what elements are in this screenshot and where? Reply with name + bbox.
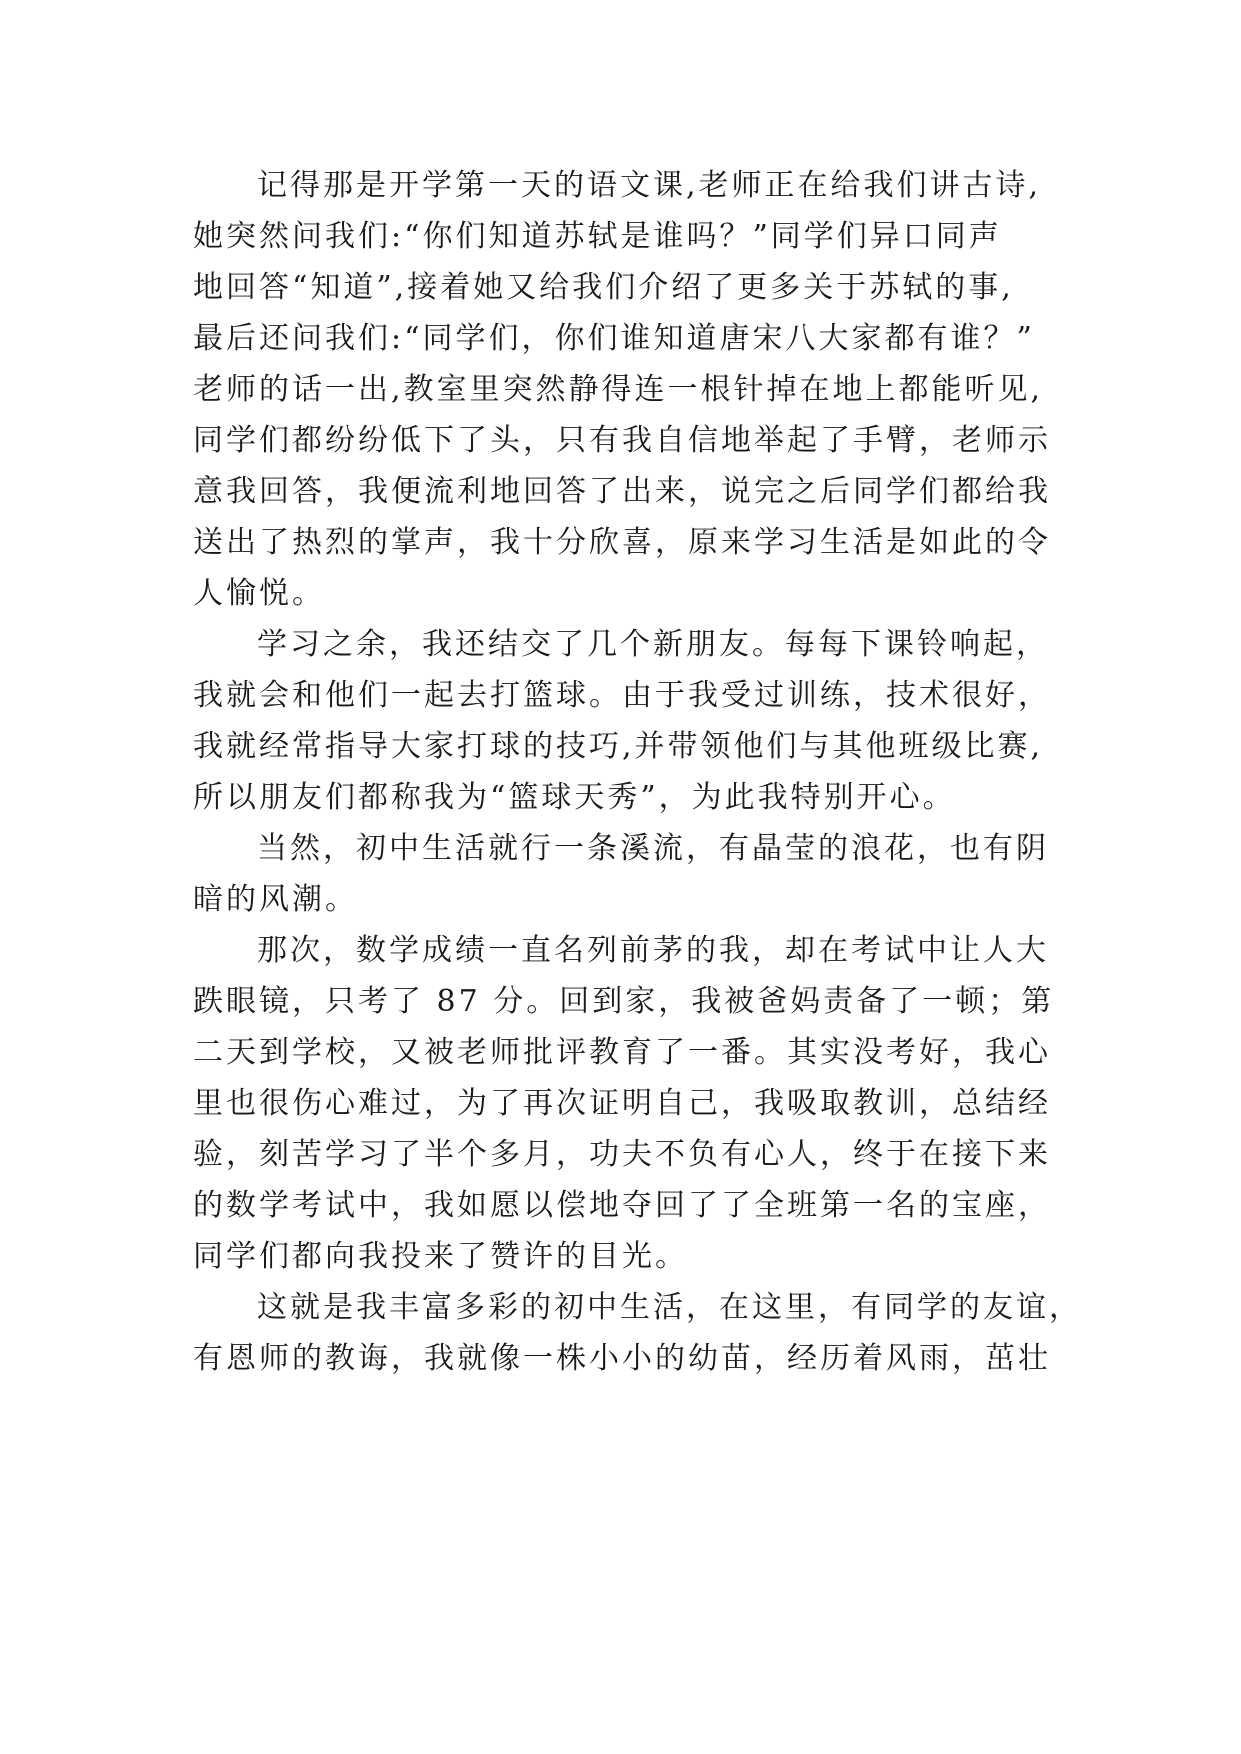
text-line: 她突然问我们:“你们知道苏轼是谁吗？”同学们异口同声: [193, 219, 1002, 254]
text-line: 当然，初中生活就行一条溪流，有晶莹的浪花，也有阴: [257, 831, 1049, 866]
paragraph: [193, 1282, 1083, 1384]
text-line: 同学们都向我投来了赞许的目光。: [193, 1239, 688, 1274]
text-line: 最后还问我们:“同学们，你们谁知道唐宋八大家都有谁？”: [193, 321, 1035, 356]
text-line: 有恩师的教诲，我就像一株小小的幼苗，经历着风雨，茁壮: [193, 1341, 1051, 1376]
text-line: 的数学考试中，我如愿以偿地夺回了了全班第一名的宝座，: [193, 1188, 1051, 1223]
text-line: 那次，数学成绩一直名列前茅的我，却在考试中让人大: [257, 933, 1049, 968]
text-line: 意我回答，我便流利地回答了出来，说完之后同学们都给我: [193, 474, 1051, 509]
text-line: 送出了热烈的掌声，我十分欣喜，原来学习生活是如此的令: [193, 525, 1051, 560]
text-line: 这就是我丰富多彩的初中生活，在这里，有同学的友谊，: [257, 1290, 1082, 1325]
text-line: 所以朋友们都称我为“篮球天秀”，为此我特别开心。: [193, 780, 956, 815]
paragraph: [193, 160, 1083, 619]
essay-body: [193, 160, 1083, 1384]
text-line: 人愉悦。: [193, 576, 325, 611]
text-line: 二天到学校，又被老师批评教育了一番。其实没考好，我心: [193, 1035, 1051, 1070]
text-line: 我就会和他们一起去打篮球。由于我受过训练，技术很好，: [193, 678, 1051, 713]
text-line: 老师的话一出,教室里突然静得连一根针掉在地上都能听见,: [193, 372, 1044, 407]
text-line: 跌眼镜，只考了 87 分。回到家，我被爸妈责备了一顿；第: [193, 984, 1055, 1019]
text-line: 我就经常指导大家打球的技巧,并带领他们与其他班级比赛,: [193, 729, 1044, 764]
text-line: 里也很伤心难过，为了再次证明自己，我吸取教训，总结经: [193, 1086, 1051, 1121]
text-line: 记得那是开学第一天的语文课,老师正在给我们讲古诗,: [257, 168, 1042, 203]
paragraph: [193, 925, 1083, 1282]
text-line: 地回答“知道”,接着她又给我们介绍了更多关于苏轼的事,: [193, 270, 1014, 305]
paragraph: [193, 823, 1083, 925]
paragraph: [193, 619, 1083, 823]
text-line: 同学们都纷纷低下了头，只有我自信地举起了手臂，老师示: [193, 423, 1051, 458]
text-line: 暗的风潮。: [193, 882, 358, 917]
text-line: 学习之余，我还结交了几个新朋友。每每下课铃响起，: [257, 627, 1049, 662]
text-line: 验，刻苦学习了半个多月，功夫不负有心人，终于在接下来: [193, 1137, 1051, 1172]
